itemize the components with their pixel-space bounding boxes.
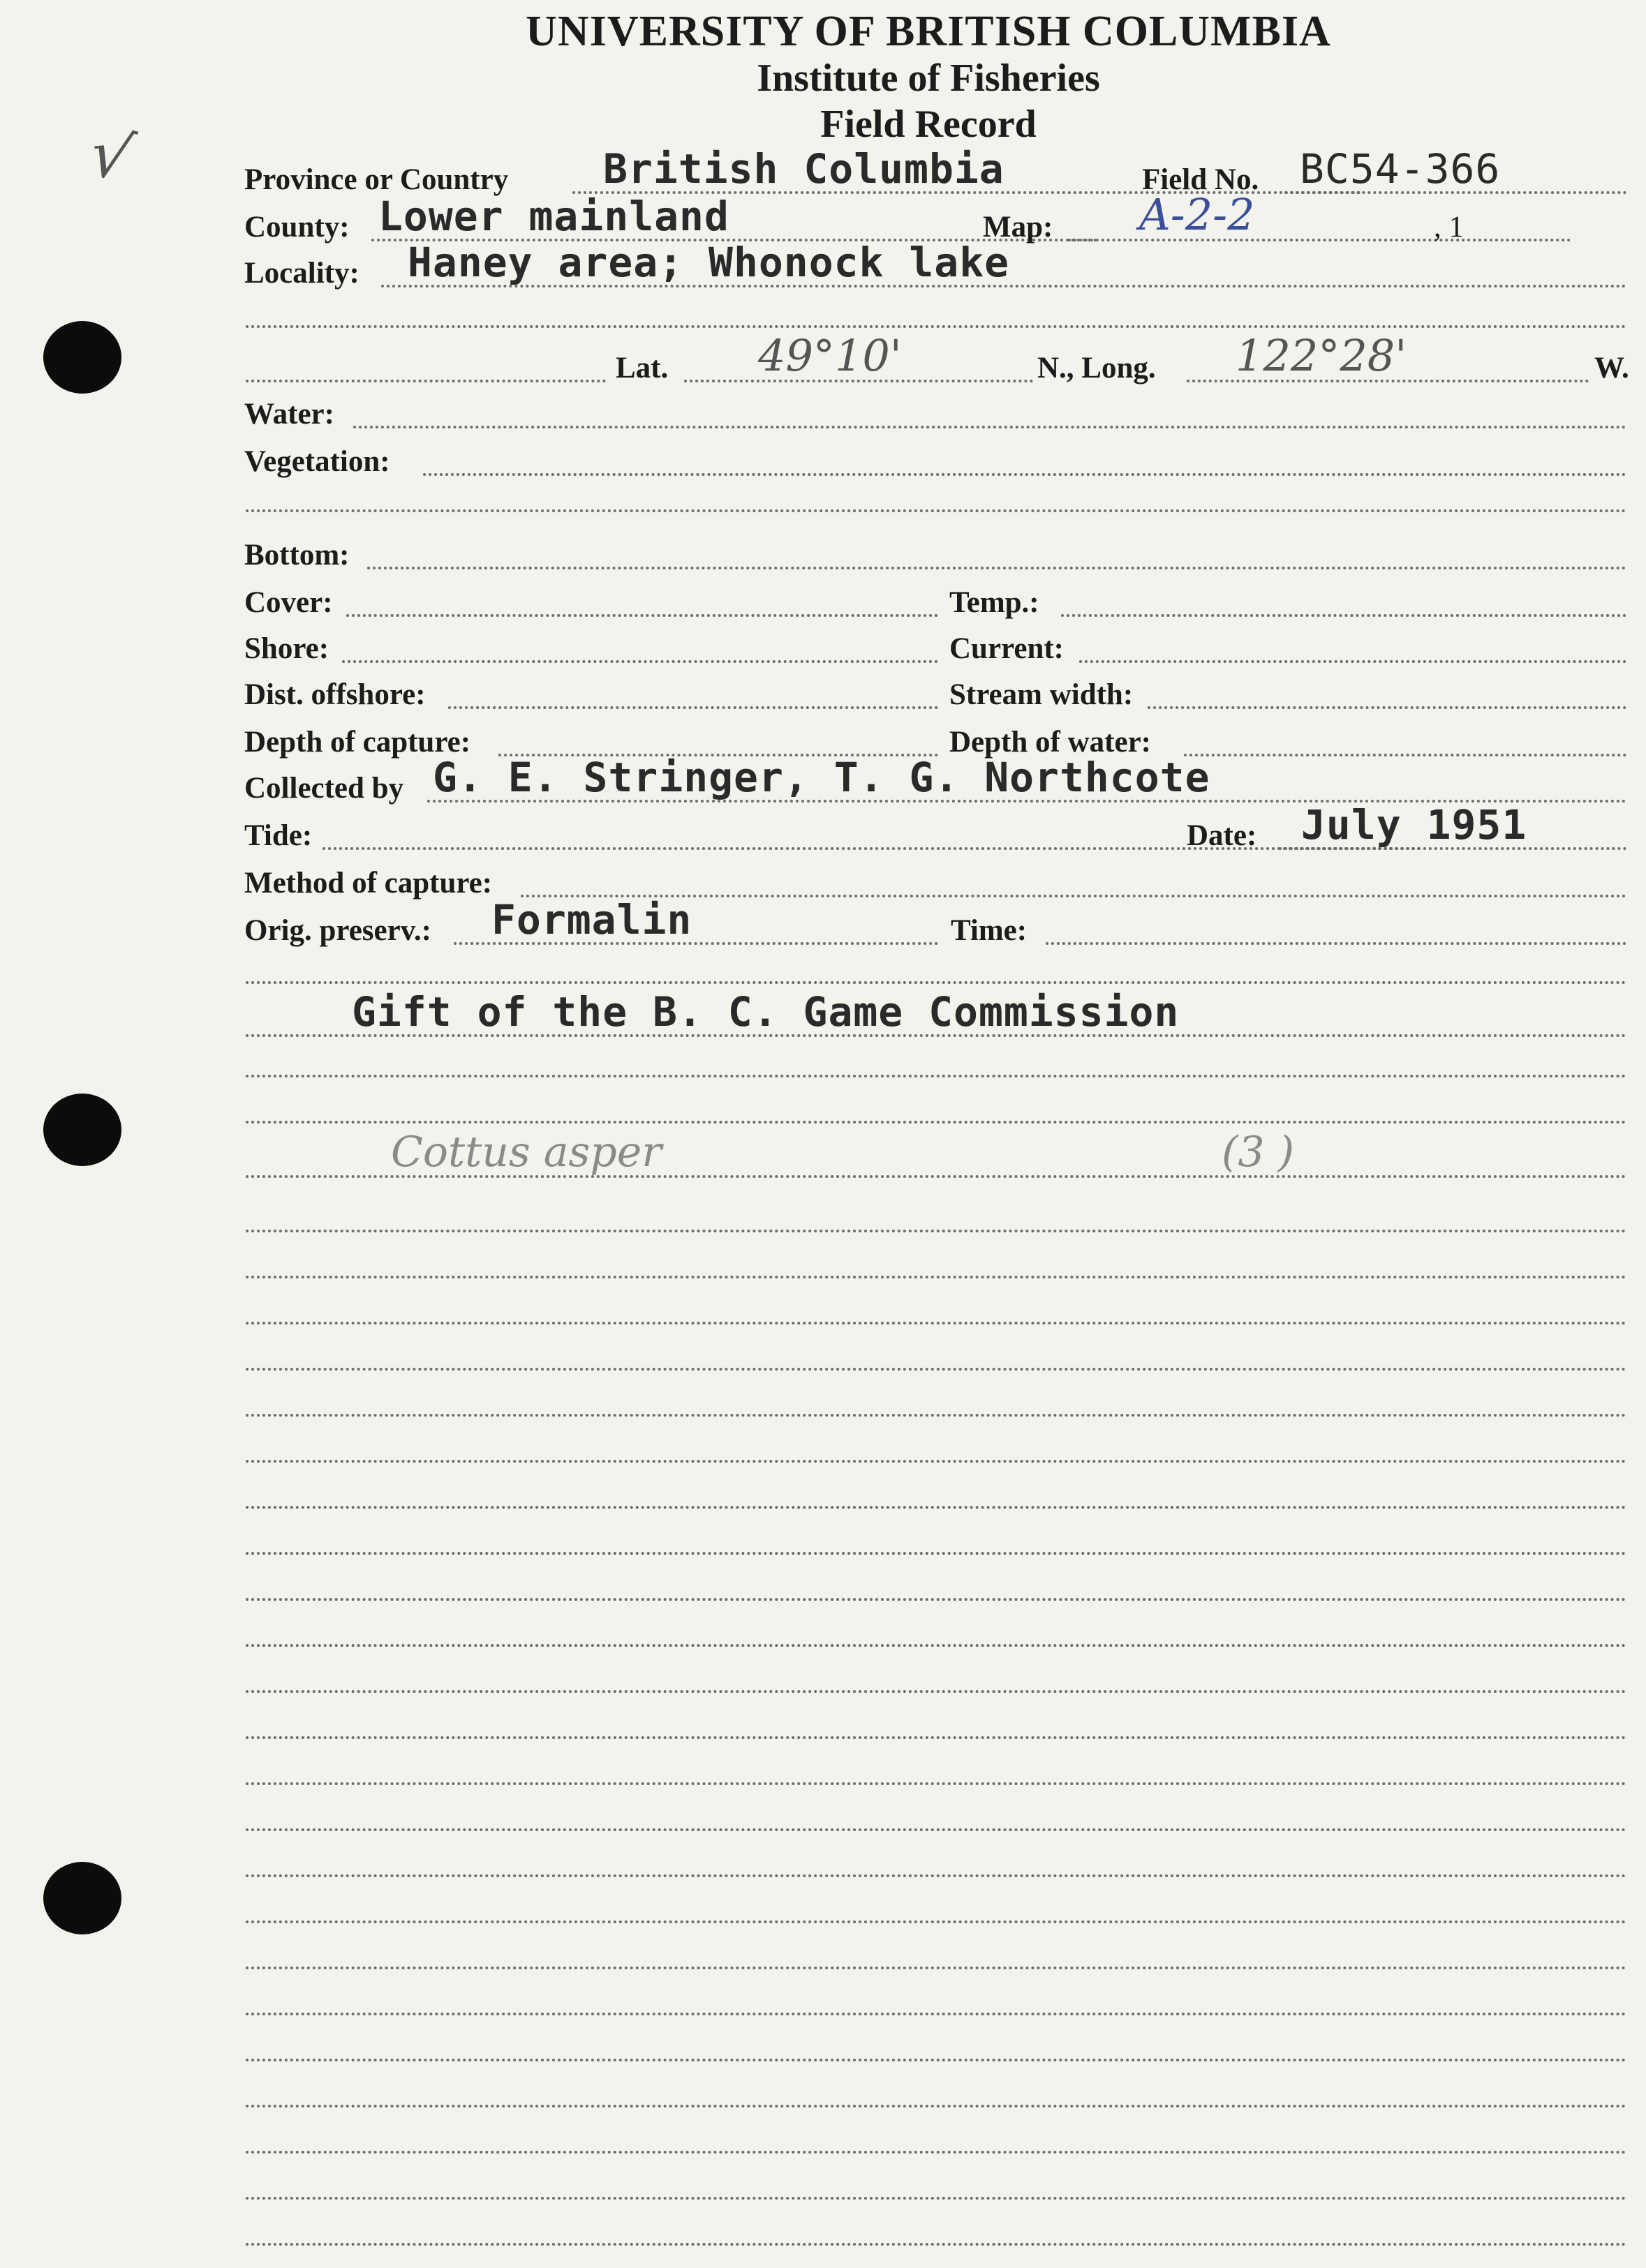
- ruled-line: [246, 1967, 1626, 1969]
- field-no-value: BC54-366: [1300, 145, 1501, 193]
- tide-date-row: [244, 801, 1626, 854]
- tide-label: Tide:: [244, 819, 313, 852]
- time-label: Time:: [951, 914, 1028, 947]
- vegetation-row: [244, 435, 1626, 480]
- ruled-line: [246, 2105, 1626, 2107]
- water-label: Water:: [244, 398, 334, 431]
- field-no-label: Field No.: [1142, 163, 1259, 196]
- collected-value: G. E. Stringer, T. G. Northcote: [433, 754, 1210, 801]
- ruled-line: [246, 1322, 1626, 1325]
- ruled-line: [246, 1874, 1626, 1877]
- map-value: A-2-2: [1139, 189, 1255, 240]
- lat-value: 49°10': [758, 330, 902, 381]
- ruled-line: [246, 1736, 1626, 1739]
- ruled-line: [246, 1828, 1626, 1831]
- stream-width-line: [1148, 706, 1626, 709]
- province-row: [244, 145, 1626, 198]
- ruled-line: [246, 2059, 1626, 2061]
- ruled-line: [246, 1920, 1626, 1923]
- shore-label: Shore:: [244, 632, 329, 665]
- county-label: County:: [244, 211, 350, 244]
- locality-value: Haney area; Whonock lake: [408, 239, 1010, 286]
- date-label: Date:: [1187, 819, 1257, 852]
- species-count: (3 ): [1222, 1128, 1295, 1177]
- current-label: Current:: [949, 632, 1065, 665]
- ruled-line: [246, 1414, 1626, 1417]
- institute-title: Institute of Fisheries: [757, 57, 1100, 100]
- cover-line: [346, 614, 938, 617]
- lat-label: Lat.: [616, 352, 669, 385]
- depth-water-label: Depth of water:: [949, 726, 1151, 759]
- record-title: Field Record: [820, 103, 1037, 146]
- time-line: [1046, 942, 1626, 945]
- ruled-line: [246, 1552, 1626, 1555]
- dist-stream-row: [244, 669, 1626, 713]
- temp-line: [1061, 614, 1626, 617]
- lat-lead-line: [246, 380, 606, 382]
- ruled-line: [246, 1230, 1626, 1232]
- ruled-line: [246, 325, 1626, 328]
- ruled-line: [246, 981, 1626, 984]
- locality-label: Locality:: [244, 257, 359, 290]
- long-label: N., Long.: [1037, 352, 1156, 385]
- ruled-line: [246, 1460, 1626, 1463]
- preserv-value: Formalin: [491, 896, 692, 943]
- gift-note: Gift of the B. C. Game Commission: [352, 988, 1180, 1036]
- ruled-line: [246, 1276, 1626, 1278]
- preserv-time-row: [244, 896, 1626, 949]
- dist-offshore-line: [448, 706, 938, 709]
- binder-hole-bottom: [43, 1862, 121, 1934]
- method-row: [244, 857, 1626, 902]
- cover-label: Cover:: [244, 586, 333, 619]
- collected-row: [244, 754, 1626, 807]
- ruled-line: [246, 2013, 1626, 2015]
- bottom-label: Bottom:: [244, 539, 350, 572]
- vegetation-line: [423, 473, 1626, 476]
- depth-water-line: [1184, 754, 1626, 756]
- map-label: Map:: [983, 211, 1053, 244]
- ruled-line: [246, 1506, 1626, 1509]
- collected-label: Collected by: [244, 772, 404, 805]
- ruled-line: [246, 2243, 1626, 2246]
- shore-current-row: [244, 622, 1626, 667]
- stream-width-label: Stream width:: [949, 678, 1134, 711]
- method-label: Method of capture:: [244, 867, 493, 900]
- species-note: Cottus asper: [391, 1128, 662, 1177]
- bottom-row: [244, 529, 1626, 574]
- ruled-line: [246, 1121, 1626, 1124]
- ruled-line: [246, 1782, 1626, 1785]
- ruled-line: [246, 509, 1626, 512]
- date-value: July 1951: [1301, 801, 1527, 849]
- cover-temp-row: [244, 576, 1626, 621]
- preserv-label: Orig. preserv.:: [244, 914, 431, 947]
- binder-hole-top: [43, 321, 121, 394]
- depth-capture-label: Depth of capture:: [244, 726, 471, 759]
- ruled-line: [246, 1644, 1626, 1647]
- species-row: [244, 1128, 1626, 1182]
- water-row: [244, 388, 1626, 433]
- west-label: W.: [1594, 352, 1629, 385]
- binder-hole-middle: [43, 1094, 121, 1166]
- lat-long-row: [244, 330, 1646, 387]
- map-suffix: , 1: [1434, 211, 1464, 244]
- university-title: UNIVERSITY OF BRITISH COLUMBIA: [526, 8, 1331, 55]
- long-value: 122°28': [1236, 330, 1407, 381]
- vegetation-label: Vegetation:: [244, 445, 390, 478]
- temp-label: Temp.:: [949, 586, 1039, 619]
- shore-line: [342, 660, 938, 663]
- ruled-line: [246, 2151, 1626, 2154]
- check-mark: √: [82, 114, 140, 197]
- locality-row: [244, 239, 1626, 292]
- ruled-line: [246, 1368, 1626, 1371]
- dist-offshore-label: Dist. offshore:: [244, 678, 426, 711]
- province-label: Province or Country: [244, 163, 509, 196]
- current-line: [1079, 660, 1626, 663]
- province-value: British Columbia: [603, 145, 1004, 193]
- gift-row: [244, 988, 1626, 1041]
- ruled-line: [246, 2197, 1626, 2200]
- ruled-line: [246, 1075, 1626, 1077]
- water-line: [353, 426, 1626, 428]
- ruled-line: [246, 1598, 1626, 1601]
- bottom-line: [367, 567, 1626, 569]
- county-value: Lower mainland: [378, 193, 729, 240]
- ruled-line: [246, 1690, 1626, 1693]
